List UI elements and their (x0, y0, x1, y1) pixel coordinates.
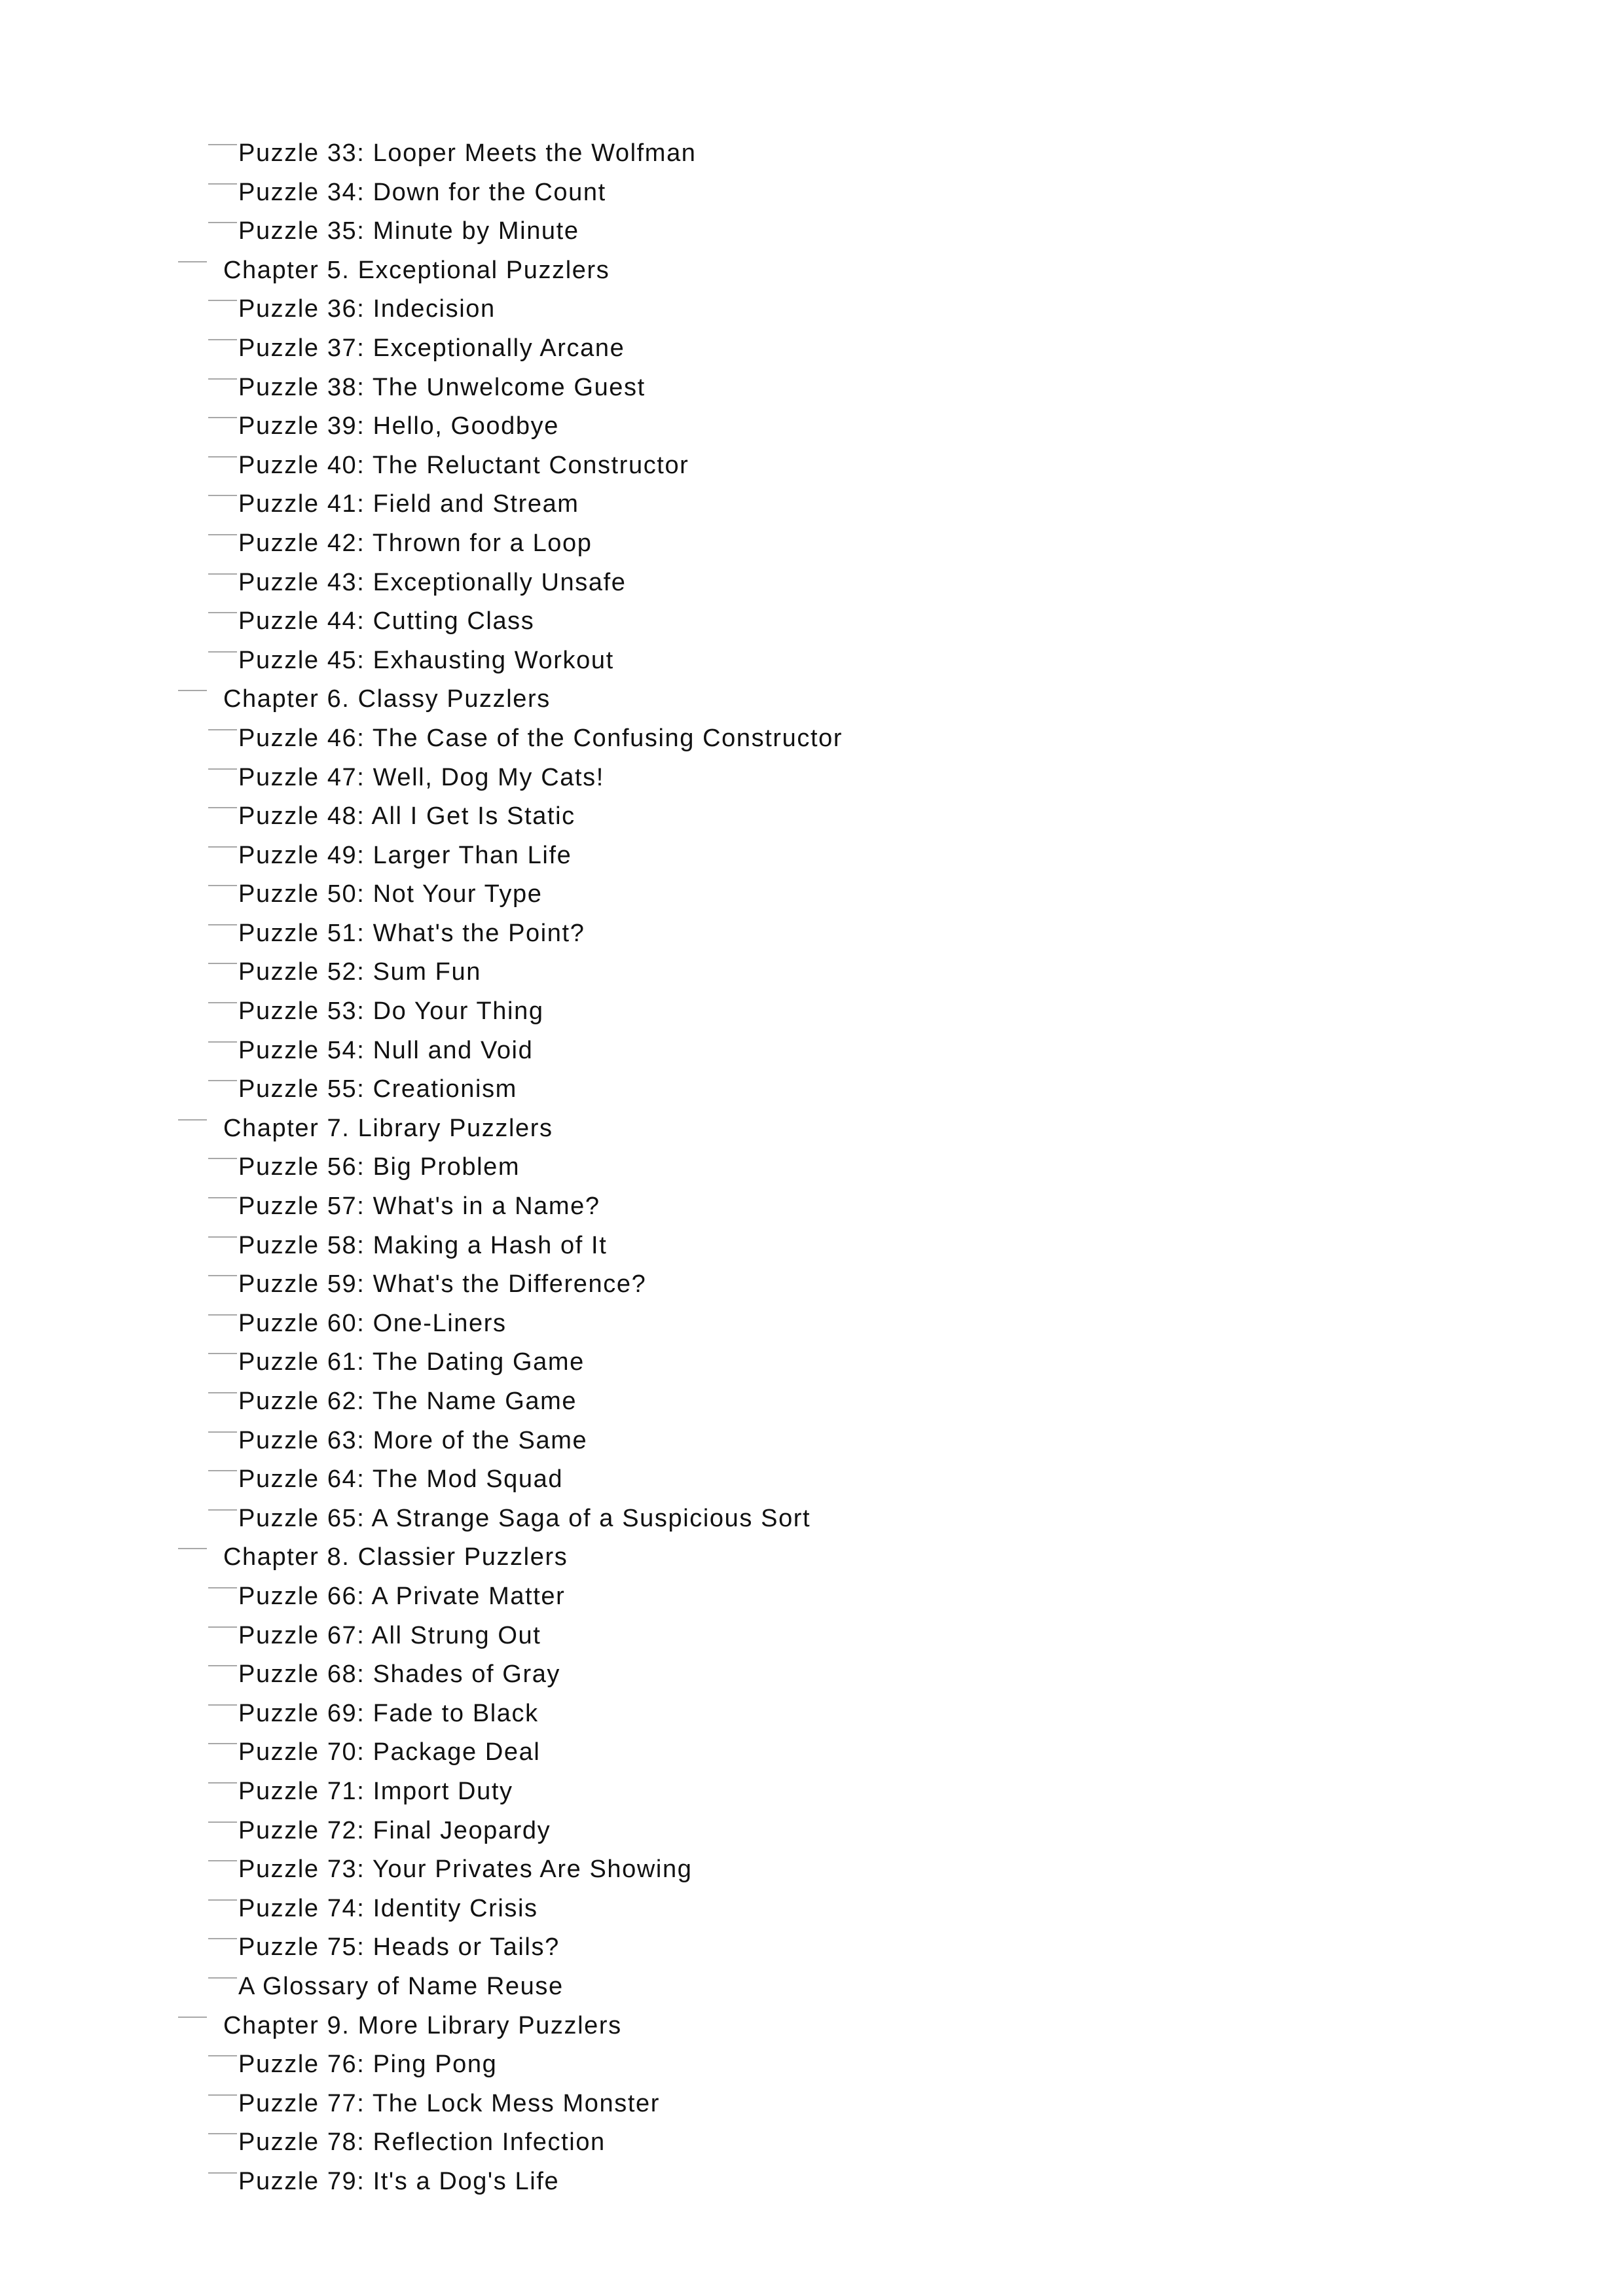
tree-branch-line (208, 1665, 237, 1666)
toc-entry-label: Puzzle 63: More of the Same (238, 1426, 588, 1454)
toc-puzzle-entry[interactable] (0, 1422, 1623, 1461)
tree-branch-line (208, 1899, 237, 1901)
toc-puzzle-entry[interactable] (0, 1772, 1623, 1812)
toc-puzzle-entry[interactable] (0, 1695, 1623, 1734)
tree-branch-line (208, 495, 237, 496)
toc-entry-label: Puzzle 42: Thrown for a Loop (238, 529, 593, 557)
tree-branch-line (208, 378, 237, 380)
toc-puzzle-entry[interactable] (0, 290, 1623, 329)
toc-puzzle-entry[interactable] (0, 564, 1623, 603)
toc-entry-label: Puzzle 71: Import Duty (238, 1777, 513, 1805)
tree-branch-line (208, 651, 237, 653)
toc-puzzle-entry[interactable] (0, 1343, 1623, 1382)
toc-entry-label: Puzzle 59: What's the Difference? (238, 1270, 647, 1299)
toc-entry-label: Puzzle 58: Making a Hash of It (238, 1231, 608, 1259)
toc-entry-label: Puzzle 74: Identity Crisis (238, 1894, 538, 1922)
toc-puzzle-entry[interactable] (0, 446, 1623, 486)
toc-entry-label: Puzzle 77: The Lock Mess Monster (238, 2089, 660, 2117)
toc-puzzle-entry[interactable] (0, 407, 1623, 446)
toc-puzzle-entry[interactable] (0, 1382, 1623, 1422)
toc-chapter-entry[interactable] (0, 1538, 1623, 1577)
toc-puzzle-entry[interactable] (0, 485, 1623, 524)
toc-puzzle-entry[interactable] (0, 134, 1623, 173)
toc-entry-label: Puzzle 33: Looper Meets the Wolfman (238, 139, 697, 167)
tree-branch-line (178, 1548, 207, 1549)
toc-entry-label: Chapter 6. Classy Puzzlers (223, 685, 551, 713)
toc-puzzle-entry[interactable] (0, 1812, 1623, 1851)
toc-entry-label: Chapter 9. More Library Puzzlers (223, 2011, 622, 2039)
toc-puzzle-entry[interactable] (0, 2162, 1623, 2202)
toc-entry-label: Puzzle 51: What's the Point? (238, 919, 585, 947)
toc-puzzle-entry[interactable] (0, 1655, 1623, 1695)
toc-chapter-entry[interactable] (0, 680, 1623, 719)
tree-branch-line (208, 885, 237, 886)
toc-entry-label: Puzzle 62: The Name Game (238, 1388, 577, 1415)
tree-branch-line (208, 1353, 237, 1354)
toc-puzzle-entry[interactable] (0, 1187, 1623, 1227)
toc-entry-label: Puzzle 69: Fade to Black (238, 1699, 539, 1727)
tree-branch-line (208, 456, 237, 457)
toc-entry-label: Puzzle 45: Exhausting Workout (238, 646, 614, 674)
tree-branch-line (208, 846, 237, 848)
toc-entry-label: Puzzle 66: A Private Matter (238, 1582, 566, 1610)
toc-puzzle-entry[interactable] (0, 524, 1623, 564)
tree-branch-line (208, 1080, 237, 1081)
tree-branch-line (208, 1743, 237, 1744)
tree-branch-line (208, 1977, 237, 1979)
toc-entry-label: Puzzle 79: It's a Dog's Life (238, 2167, 560, 2195)
tree-branch-line (208, 1938, 237, 1939)
tree-branch-line (208, 729, 237, 730)
tree-branch-line (178, 2017, 207, 2018)
toc-entry-label: Puzzle 76: Ping Pong (238, 2051, 498, 2079)
toc-entry-label: Puzzle 50: Not Your Type (238, 880, 543, 908)
toc-entry-label: Chapter 7. Library Puzzlers (223, 1114, 553, 1142)
toc-puzzle-entry[interactable] (0, 1031, 1623, 1071)
toc-entry-label: Puzzle 48: All I Get Is Static (238, 802, 575, 831)
toc-entry-label: Puzzle 37: Exceptionally Arcane (238, 334, 625, 362)
tree-branch-line (208, 1197, 237, 1198)
toc-entry-label: Puzzle 40: The Reluctant Constructor (238, 451, 689, 479)
toc-chapter-entry[interactable] (0, 251, 1623, 291)
toc-puzzle-entry[interactable] (0, 2045, 1623, 2085)
toc-entry-label: Puzzle 39: Hello, Goodbye (238, 412, 559, 440)
tree-branch-line (208, 1275, 237, 1276)
toc-puzzle-entry[interactable] (0, 641, 1623, 681)
tree-branch-line (178, 1119, 207, 1121)
toc-entry-label: Puzzle 70: Package Deal (238, 1738, 541, 1767)
tree-branch-line (208, 1704, 237, 1706)
toc-puzzle-entry[interactable] (0, 1733, 1623, 1772)
tree-branch-line (208, 1041, 237, 1043)
tree-branch-line (208, 612, 237, 613)
toc-puzzle-entry[interactable] (0, 797, 1623, 836)
toc-chapter-entry[interactable] (0, 2007, 1623, 2046)
tree-branch-line (208, 222, 237, 223)
tree-branch-line (208, 807, 237, 808)
toc-entry-label: Puzzle 60: One-Liners (238, 1309, 507, 1337)
toc-puzzle-entry[interactable] (0, 2123, 1623, 2162)
toc-entry-label: Puzzle 73: Your Privates Are Showing (238, 1856, 693, 1884)
tree-branch-line (208, 1236, 237, 1238)
tree-branch-line (208, 573, 237, 575)
tree-branch-line (208, 144, 237, 145)
toc-entry-label: Puzzle 55: Creationism (238, 1075, 517, 1103)
toc-entry-label: Puzzle 61: The Dating Game (238, 1348, 585, 1376)
toc-entry-label: Puzzle 56: Big Problem (238, 1153, 520, 1181)
tree-branch-line (208, 1314, 237, 1316)
toc-entry-label: Puzzle 38: The Unwelcome Guest (238, 373, 646, 401)
toc-entry-label: Puzzle 47: Well, Dog My Cats! (238, 763, 604, 791)
toc-entry-label: Puzzle 44: Cutting Class (238, 607, 535, 636)
toc-entry-label: Chapter 8. Classier Puzzlers (223, 1543, 568, 1571)
tree-branch-line (208, 1587, 237, 1588)
toc-entry-label: Puzzle 53: Do Your Thing (238, 997, 544, 1026)
toc-entry-label: Puzzle 35: Minute by Minute (238, 217, 579, 245)
toc-puzzle-entry[interactable] (0, 1304, 1623, 1344)
toc-puzzle-entry[interactable] (0, 875, 1623, 914)
toc-puzzle-entry[interactable] (0, 719, 1623, 759)
tree-branch-line (208, 300, 237, 301)
toc-puzzle-entry[interactable] (0, 1265, 1623, 1304)
toc-entry-label: Puzzle 57: What's in a Name? (238, 1193, 600, 1221)
tree-branch-line (208, 2094, 237, 2096)
tree-branch-line (208, 1002, 237, 1003)
toc-entry-label: Puzzle 64: The Mod Squad (238, 1465, 564, 1494)
tree-branch-line (208, 534, 237, 535)
toc-puzzle-entry[interactable] (0, 1850, 1623, 1890)
tree-branch-line (208, 1509, 237, 1511)
toc-puzzle-entry[interactable] (0, 914, 1623, 954)
toc-puzzle-entry[interactable] (0, 759, 1623, 798)
tree-branch-line (208, 2172, 237, 2174)
tree-branch-line (208, 963, 237, 964)
toc-entry-label: Puzzle 75: Heads or Tails? (238, 1933, 560, 1962)
toc-puzzle-entry[interactable] (0, 1148, 1623, 1187)
toc-puzzle-entry[interactable] (0, 602, 1623, 641)
tree-branch-line (208, 417, 237, 418)
toc-puzzle-entry[interactable] (0, 1460, 1623, 1499)
toc-entry-label: Puzzle 54: Null and Void (238, 1036, 534, 1064)
toc-entry-label: A Glossary of Name Reuse (238, 1972, 564, 2000)
toc-puzzle-entry[interactable] (0, 212, 1623, 251)
toc-entry-label: Puzzle 78: Reflection Infection (238, 2128, 606, 2157)
toc-entry-label: Puzzle 46: The Case of the Confusing Constructor (238, 724, 843, 752)
toc-puzzle-entry[interactable] (0, 368, 1623, 408)
tree-branch-line (208, 1392, 237, 1393)
toc-puzzle-entry[interactable] (0, 1617, 1623, 1656)
toc-puzzle-entry[interactable] (0, 329, 1623, 368)
toc-entry-label: Puzzle 34: Down for the Count (238, 178, 606, 206)
toc-chapter-entry[interactable] (0, 1109, 1623, 1149)
toc-puzzle-entry[interactable] (0, 953, 1623, 992)
toc-puzzle-entry[interactable] (0, 1499, 1623, 1539)
toc-puzzle-entry[interactable] (0, 1070, 1623, 1109)
tree-branch-line (208, 183, 237, 185)
toc-puzzle-entry[interactable] (0, 1967, 1623, 2007)
tree-branch-line (208, 1821, 237, 1823)
tree-branch-line (208, 1860, 237, 1861)
toc-entry-label: Puzzle 67: All Strung Out (238, 1621, 541, 1649)
tree-branch-line (208, 1626, 237, 1628)
toc-entry-label: Puzzle 49: Larger Than Life (238, 841, 572, 869)
tree-branch-line (178, 261, 207, 262)
toc-entry-label: Puzzle 43: Exceptionally Unsafe (238, 568, 627, 596)
tree-branch-line (208, 924, 237, 925)
toc-entry-label: Puzzle 52: Sum Fun (238, 958, 481, 986)
toc-entry-label: Puzzle 36: Indecision (238, 295, 496, 323)
toc-puzzle-entry[interactable] (0, 836, 1623, 876)
tree-branch-line (208, 1470, 237, 1471)
tree-branch-line (208, 2133, 237, 2134)
toc-puzzle-entry[interactable] (0, 992, 1623, 1031)
table-of-contents (0, 134, 1623, 2201)
tree-branch-line (208, 1431, 237, 1433)
toc-entry-label: Puzzle 65: A Strange Saga of a Suspicious Sort (238, 1504, 811, 1532)
tree-branch-line (208, 768, 237, 770)
tree-branch-line (178, 690, 207, 691)
toc-entry-label: Chapter 5. Exceptional Puzzlers (223, 256, 610, 284)
toc-puzzle-entry[interactable] (0, 2085, 1623, 2124)
toc-entry-label: Puzzle 72: Final Jeopardy (238, 1816, 551, 1844)
tree-branch-line (208, 339, 237, 340)
toc-puzzle-entry[interactable] (0, 1227, 1623, 1266)
tree-branch-line (208, 1782, 237, 1784)
toc-puzzle-entry[interactable] (0, 1890, 1623, 1929)
toc-puzzle-entry[interactable] (0, 173, 1623, 213)
toc-entry-label: Puzzle 68: Shades of Gray (238, 1660, 561, 1689)
toc-puzzle-entry[interactable] (0, 1577, 1623, 1617)
toc-puzzle-entry[interactable] (0, 1928, 1623, 1967)
tree-branch-line (208, 1158, 237, 1159)
tree-branch-line (208, 2055, 237, 2056)
toc-entry-label: Puzzle 41: Field and Stream (238, 490, 579, 518)
